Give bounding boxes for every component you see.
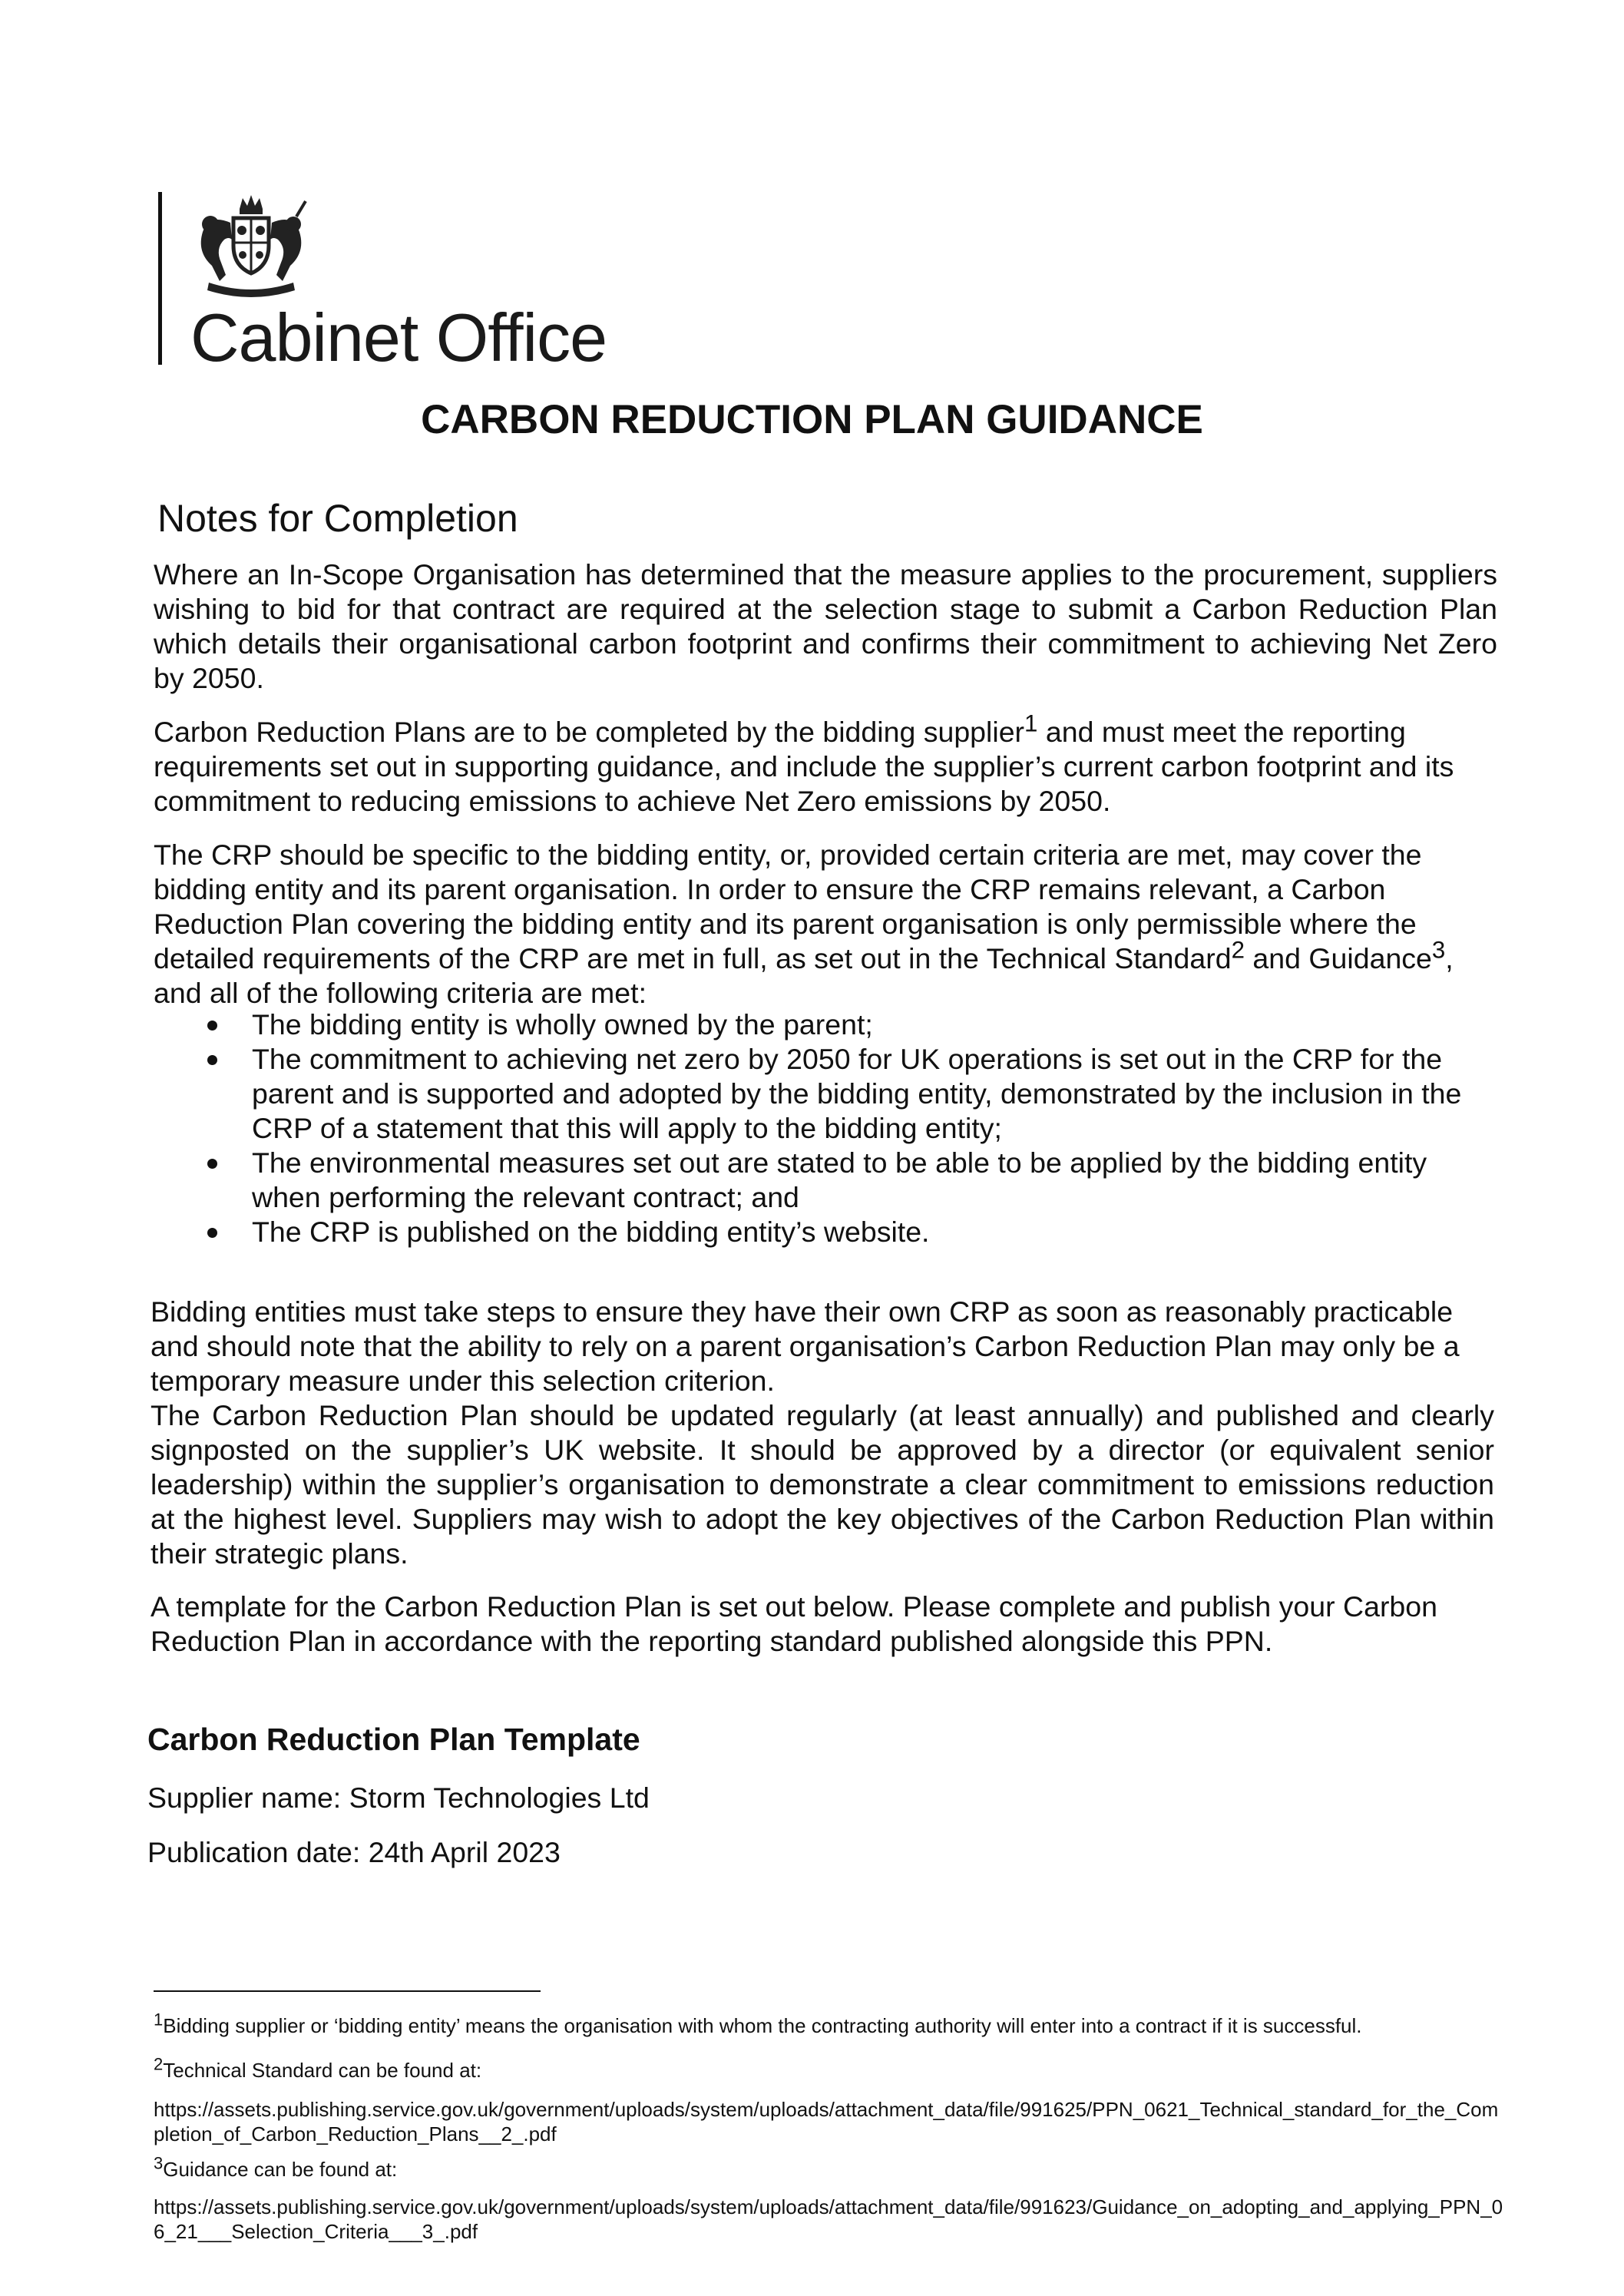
paragraph-update: The Carbon Reduction Plan should be updated regularly (at least annually) and published and clearly signposted on the supplier’s UK website. It should be approved by a director (or equivalent senior leadership) within the supplier’s organisation to demonstrate a clear commitment to emissions reduction at the highest level. Suppliers may wish to adopt the key objectives of the Carbon Reduction Plan within their strategic plans.: [150, 1399, 1494, 1570]
list-item: [177, 1146, 1497, 1215]
bullet-icon: [207, 1021, 217, 1031]
footnote-1-text: Bidding supplier or ‘bidding entity’ means the organisation with whom the contracting authority will enter into a contract if it is successful.: [163, 2014, 1362, 2037]
list-item-text: The bidding entity is wholly owned by the parent;: [252, 1008, 873, 1040]
footnote-ref-3: 3: [1431, 936, 1446, 964]
footnote-3-text: Guidance can be found at:: [163, 2158, 398, 2181]
page-title: CARBON REDUCTION PLAN GUIDANCE: [421, 397, 1203, 442]
supplier-name: Supplier name: Storm Technologies Ltd: [147, 1782, 650, 1814]
footnote-2-text: Technical Standard can be found at:: [163, 2059, 482, 2082]
list-item: [177, 1215, 1497, 1249]
paragraph-completion-text-a: Carbon Reduction Plans are to be completed by the bidding supplier: [154, 716, 1025, 748]
footnote-number-3: 3: [154, 2153, 164, 2173]
list-item: [177, 1042, 1497, 1146]
paragraph-crp-scope: [154, 838, 1497, 1011]
footnote-number-2: 2: [154, 2054, 164, 2074]
bullet-icon: [207, 1055, 217, 1065]
paragraph-completion-text-b: and must meet the reporting requirements set out in supporting guidance, and include the supplier’s current carbon footprint and its commitment to reducing emissions to achieve Net Zero emissions by 2050.: [154, 716, 1454, 817]
list-item-text: The CRP is published on the bidding entity’s website.: [252, 1216, 930, 1248]
paragraph-template-intro: A template for the Carbon Reduction Plan is set out below. Please complete and publish your Carbon Reduction Plan in accordance with the reporting standard published alongside this PPN.: [150, 1590, 1438, 1657]
publication-date: Publication date: 24th April 2023: [147, 1836, 561, 1868]
list-item-text: The environmental measures set out are stated to be able to be applied by the bidding entity when performing the relevant contract; and: [252, 1146, 1427, 1213]
footnote-2: [154, 2054, 1505, 2083]
logo-divider: [158, 192, 162, 365]
footnote-ref-2: 2: [1231, 936, 1245, 964]
bullet-icon: [207, 1228, 217, 1238]
footnote-ref-1: 1: [1024, 710, 1038, 737]
paragraph-crp-text-c: , and all of the following criteria are met:: [154, 942, 1454, 1009]
org-name: Cabinet Office: [190, 299, 607, 375]
footnote-divider: [154, 1990, 541, 1992]
footnote-2-link[interactable]: https://assets.publishing.service.gov.uk/government/uploads/system/uploads/attachment_data/file/991625/PPN_0621_Technical_standard_for_the_Completion_of_Carbon_Reduction_Plans__2_.pdf: [154, 2098, 1499, 2145]
template-heading: Carbon Reduction Plan Template: [147, 1722, 640, 1757]
list-item-text: The commitment to achieving net zero by 2050 for UK operations is set out in the CRP for the parent and is supported and adopted by the bidding entity, demonstrated by the inclusion in the CRP of a statement that this will apply to the bidding entity;: [252, 1043, 1462, 1144]
footnote-1: [154, 2010, 1505, 2038]
paragraph-own-crp: Bidding entities must take steps to ensure they have their own CRP as soon as reasonably practicable and should note that the ability to rely on a parent organisation’s Carbon Reduction Plan may only be a temporary measure under this selection criterion.: [150, 1295, 1460, 1397]
paragraph-crp-text-b: and Guidance: [1244, 942, 1432, 974]
footnote-number-1: 1: [154, 2010, 164, 2030]
section-heading-notes: Notes for Completion: [157, 497, 518, 540]
list-item: [177, 1007, 1497, 1042]
paragraph-completion: [154, 710, 1497, 819]
royal-coat-of-arms-icon: [186, 192, 316, 299]
footnote-3-link[interactable]: https://assets.publishing.service.gov.uk/government/uploads/system/uploads/attachment_data/file/991623/Guidance_on_adopting_and_applying_PPN_06_21___Selection_Criteria___3_.pdf: [154, 2195, 1503, 2243]
footnote-3: [154, 2153, 1505, 2182]
bullet-icon: [207, 1159, 217, 1169]
paragraph-scope: Where an In-Scope Organisation has determined that the measure applies to the procurement, suppliers wishing to bid for that contract are required at the selection stage to submit a Carbon Reduction Plan which details their organisational carbon footprint and confirms their commitment to achieving Net Zero by 2050.: [154, 558, 1497, 694]
criteria-list: [177, 1007, 1497, 1249]
paragraph-crp-text-a: The CRP should be specific to the bidding entity, or, provided certain criteria are met, may cover the bidding entity and its parent organisation. In order to ensure the CRP remains relevant, a Carbon Reduction Plan covering the bidding entity and its parent organisation is only permissible where the detailed requirements of the CRP are met in full, as set out in the Technical Standard: [154, 839, 1422, 974]
